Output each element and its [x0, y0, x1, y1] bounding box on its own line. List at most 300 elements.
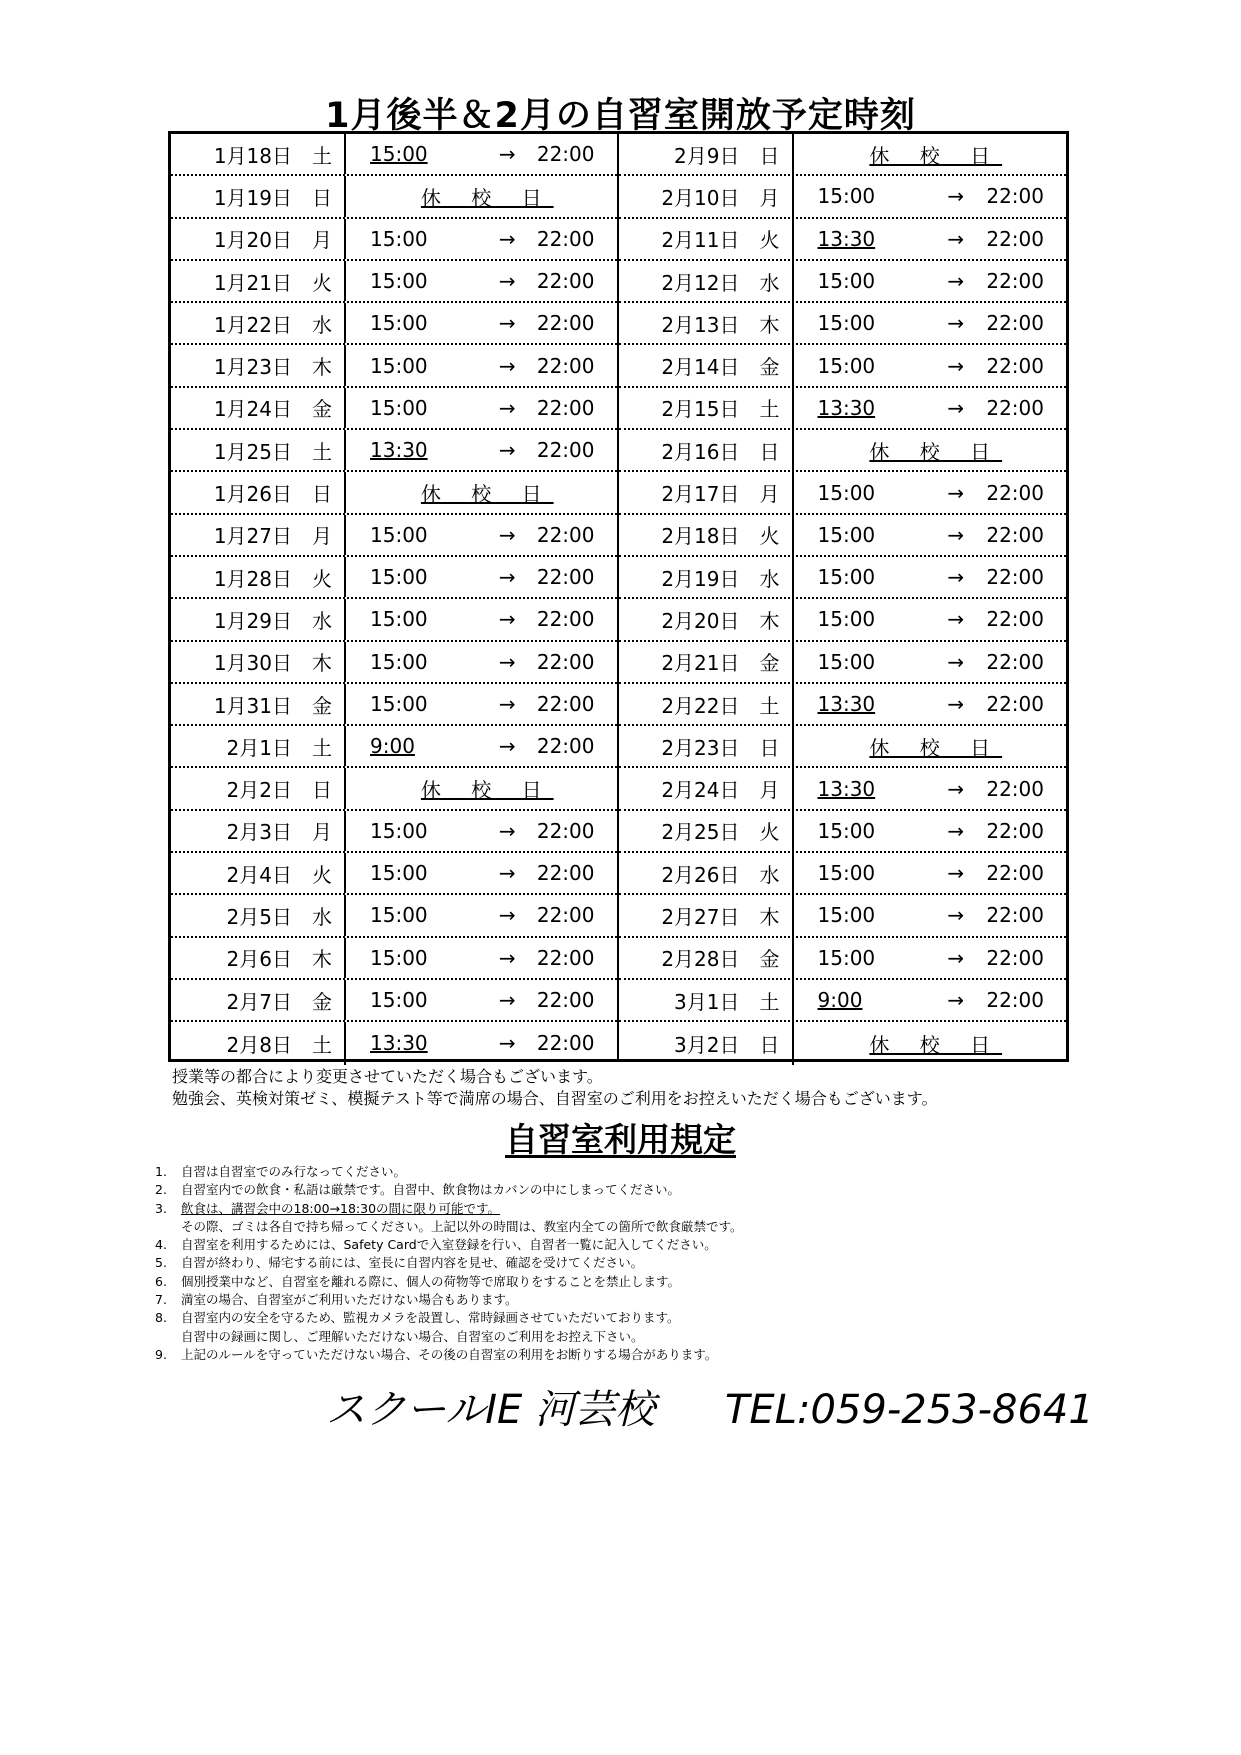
- date-text: 2月17日: [661, 482, 740, 507]
- closed-label: 休 校 日: [869, 143, 1003, 168]
- schedule-row: [171, 472, 617, 514]
- weekday-text: 金: [312, 397, 332, 422]
- schedule-row: [171, 938, 617, 980]
- time-cell: [794, 895, 1067, 935]
- arrow: →: [947, 565, 965, 590]
- weekday-text: 金: [759, 651, 780, 676]
- schedule-row: [171, 515, 617, 557]
- rule-continuation: 自習中の録画に関し、ご理解いただけない場合、自習室のご利用をお控え下さい。: [181, 1328, 644, 1344]
- arrow: →: [498, 734, 516, 759]
- start-time: 15:00: [370, 945, 428, 970]
- time-cell: [794, 261, 1067, 301]
- date-text: 2月18日: [661, 524, 740, 549]
- schedule-row: [619, 219, 1067, 261]
- start-time: 15:00: [370, 142, 428, 167]
- rule-text: 個別授業中など、自習室を離れる際に、個人の荷物等で席取りをすることを禁止します。: [181, 1273, 681, 1289]
- start-time: 13:30: [817, 776, 876, 801]
- weekday-text: 火: [759, 820, 780, 845]
- date-cell: [171, 472, 346, 512]
- end-time: 22:00: [536, 988, 595, 1013]
- time-cell: [794, 642, 1067, 682]
- date-cell: [171, 430, 346, 470]
- weekday-text: 金: [759, 947, 780, 972]
- schedule-table: [168, 131, 1069, 1062]
- rule-text: 自習室内の安全を守るため、監視カメラを設置し、常時録画させていただいております。: [181, 1310, 680, 1326]
- time-cell: [346, 430, 617, 470]
- start-time: 15:00: [370, 607, 428, 632]
- rule-item: [155, 1163, 743, 1181]
- start-time: 15:00: [370, 988, 428, 1013]
- time-cell: [794, 853, 1067, 893]
- date-cell: [619, 1022, 794, 1064]
- weekday-text: 日: [312, 778, 332, 803]
- time-cell: [346, 219, 617, 259]
- date-text: 2月20日: [661, 608, 740, 633]
- date-text: 2月24日: [661, 778, 740, 803]
- closed-label: 休 校 日: [420, 185, 554, 210]
- end-time: 22:00: [536, 353, 595, 378]
- rule-number: 4.: [155, 1237, 167, 1253]
- schedule-column-left: [171, 134, 619, 1059]
- start-time: 15:00: [370, 395, 428, 420]
- arrow: →: [498, 311, 516, 336]
- date-cell: [619, 345, 794, 385]
- time-cell: [794, 176, 1067, 216]
- rule-text: 自習が終わり、帰宅する前には、室長に自習内容を見せ、確認を受けてください。: [181, 1255, 644, 1271]
- date-cell: [619, 599, 794, 639]
- arrow: →: [498, 395, 516, 420]
- date-text: 1月18日: [213, 143, 292, 168]
- schedule-row: [619, 895, 1067, 937]
- weekday-text: 水: [759, 270, 780, 295]
- weekday-text: 土: [312, 439, 332, 464]
- end-time: 22:00: [536, 818, 595, 843]
- date-text: 2月1日: [226, 735, 292, 760]
- weekday-text: 火: [312, 862, 332, 887]
- start-time: 13:30: [370, 1031, 428, 1056]
- date-text: 2月22日: [661, 693, 740, 718]
- time-cell: [794, 303, 1067, 343]
- weekday-text: 火: [759, 228, 780, 253]
- date-text: 2月3日: [226, 820, 292, 845]
- date-text: 2月9日: [674, 143, 740, 168]
- time-cell: [794, 345, 1067, 385]
- end-time: 22:00: [986, 311, 1044, 336]
- date-text: 1月28日: [213, 566, 292, 591]
- schedule-row: [619, 303, 1067, 345]
- start-time: 15:00: [817, 311, 876, 336]
- rule-text: 自習室内での飲食・私語は厳禁です。自習中、飲食物はカバンの中にしまってください。: [181, 1182, 681, 1198]
- date-text: 1月27日: [213, 524, 292, 549]
- date-cell: [619, 938, 794, 978]
- start-time: 15:00: [817, 607, 876, 632]
- time-cell: [346, 515, 617, 555]
- arrow: →: [947, 226, 965, 251]
- schedule-row: [619, 261, 1067, 303]
- weekday-text: 土: [759, 693, 780, 718]
- end-time: 22:00: [986, 522, 1044, 547]
- end-time: 22:00: [536, 522, 595, 547]
- time-cell: [794, 515, 1067, 555]
- arrow: →: [947, 988, 965, 1013]
- schedule-row: [619, 515, 1067, 557]
- rule-text: 自習室を利用するためには、Safety Cardで入室登録を行い、自習者一覧に記入してください。: [181, 1237, 717, 1253]
- arrow: →: [947, 395, 965, 420]
- date-cell: [619, 768, 794, 808]
- rule-item: [155, 1254, 743, 1272]
- date-text: 2月25日: [661, 820, 740, 845]
- weekday-text: 月: [759, 185, 780, 210]
- date-cell: [619, 176, 794, 216]
- date-cell: [619, 134, 794, 174]
- time-cell: [794, 938, 1067, 978]
- closed-label: 休 校 日: [869, 1032, 1003, 1057]
- time-cell: [346, 303, 617, 343]
- schedule-row: [171, 599, 617, 641]
- time-cell: [794, 557, 1067, 597]
- arrow: →: [947, 692, 965, 716]
- date-text: 1月22日: [213, 312, 292, 337]
- start-time: 9:00: [370, 734, 415, 759]
- arrow: →: [498, 522, 516, 547]
- end-time: 22:00: [536, 142, 595, 167]
- rule-item: [155, 1291, 743, 1309]
- date-text: 2月10日: [661, 185, 740, 210]
- rule-number: 7.: [155, 1292, 167, 1308]
- rules-list: [155, 1163, 743, 1364]
- start-time: 15:00: [370, 692, 428, 716]
- weekday-text: 水: [759, 566, 780, 591]
- time-cell: [346, 684, 617, 724]
- end-time: 22:00: [536, 607, 595, 632]
- start-time: 15:00: [370, 649, 428, 674]
- date-text: 2月26日: [661, 862, 740, 887]
- closed-label: 休 校 日: [869, 735, 1003, 760]
- schedule-row: [171, 811, 617, 853]
- end-time: 22:00: [986, 945, 1044, 970]
- weekday-text: 木: [759, 608, 780, 633]
- rule-item: [155, 1273, 743, 1291]
- weekday-text: 金: [759, 355, 780, 380]
- end-time: 22:00: [536, 395, 595, 420]
- page-title: 1月後半＆2月の自習室開放予定時刻: [325, 96, 916, 136]
- start-time: 13:30: [370, 438, 428, 463]
- weekday-text: 木: [759, 312, 780, 337]
- date-text: 1月26日: [213, 482, 292, 507]
- weekday-text: 日: [759, 1032, 780, 1057]
- arrow: →: [947, 903, 965, 928]
- date-cell: [171, 303, 346, 343]
- date-cell: [171, 599, 346, 639]
- weekday-text: 木: [312, 651, 332, 676]
- date-text: 2月28日: [661, 947, 740, 972]
- date-cell: [619, 853, 794, 893]
- arrow: →: [498, 903, 516, 928]
- date-text: 1月19日: [213, 185, 292, 210]
- start-time: 15:00: [817, 945, 876, 970]
- schedule-row: [171, 176, 617, 218]
- schedule-row: [171, 1022, 617, 1064]
- rule-continuation: その際、ゴミは各自で持ち帰ってください。上記以外の時間は、教室内全ての箇所で飲食厳禁です。: [181, 1218, 743, 1234]
- date-text: 2月5日: [226, 904, 292, 929]
- schedule-row: [619, 853, 1067, 895]
- arrow: →: [498, 1031, 516, 1056]
- start-time: 15:00: [817, 903, 876, 928]
- end-time: 22:00: [986, 269, 1044, 294]
- time-cell: [346, 980, 617, 1020]
- schedule-row: [171, 642, 617, 684]
- note-line: 授業等の都合により変更させていただく場合もございます。: [172, 1067, 603, 1086]
- weekday-text: 水: [312, 608, 332, 633]
- date-cell: [619, 303, 794, 343]
- end-time: 22:00: [986, 776, 1044, 801]
- schedule-row: [619, 134, 1067, 176]
- date-text: 1月21日: [213, 270, 292, 295]
- rule-number: 6.: [155, 1273, 167, 1289]
- weekday-text: 土: [312, 1032, 332, 1057]
- weekday-text: 木: [312, 947, 332, 972]
- start-time: 15:00: [817, 818, 876, 843]
- date-cell: [171, 219, 346, 259]
- schedule-row: [619, 599, 1067, 641]
- start-time: 15:00: [370, 226, 428, 251]
- date-text: 2月4日: [226, 862, 292, 887]
- date-cell: [171, 938, 346, 978]
- arrow: →: [947, 776, 965, 801]
- schedule-row: [171, 557, 617, 599]
- weekday-text: 水: [312, 904, 332, 929]
- schedule-row: [619, 1022, 1067, 1064]
- arrow: →: [947, 522, 965, 547]
- start-time: 15:00: [370, 269, 428, 294]
- start-time: 15:00: [817, 522, 876, 547]
- closed-label: 休 校 日: [420, 778, 554, 803]
- rule-number: 5.: [155, 1255, 167, 1271]
- end-time: 22:00: [536, 1031, 595, 1056]
- date-cell: [171, 980, 346, 1020]
- time-cell: [346, 599, 617, 639]
- start-time: 15:00: [370, 903, 428, 928]
- date-cell: [619, 684, 794, 724]
- weekday-text: 水: [312, 312, 332, 337]
- date-cell: [619, 219, 794, 259]
- arrow: →: [947, 353, 965, 378]
- start-time: 15:00: [370, 311, 428, 336]
- time-cell: [346, 1022, 617, 1064]
- date-cell: [619, 515, 794, 555]
- rule-text: 自習は自習室でのみ行なってください。: [181, 1164, 407, 1179]
- arrow: →: [498, 565, 516, 590]
- end-time: 22:00: [986, 692, 1044, 716]
- arrow: →: [947, 311, 965, 336]
- start-time: 15:00: [370, 353, 428, 378]
- closed-label: 休 校 日: [869, 439, 1003, 464]
- date-text: 2月15日: [661, 397, 740, 422]
- date-text: 1月24日: [213, 397, 292, 422]
- weekday-text: 日: [759, 143, 780, 168]
- schedule-row: [171, 768, 617, 810]
- date-text: 2月12日: [661, 270, 740, 295]
- schedule-row: [171, 684, 617, 726]
- arrow: →: [498, 818, 516, 843]
- start-time: 15:00: [817, 861, 876, 886]
- date-cell: [619, 557, 794, 597]
- end-time: 22:00: [536, 311, 595, 336]
- date-text: 1月25日: [213, 439, 292, 464]
- date-text: 3月2日: [674, 1032, 740, 1057]
- start-time: 15:00: [370, 522, 428, 547]
- end-time: 22:00: [536, 903, 595, 928]
- date-text: 2月11日: [661, 228, 740, 253]
- date-cell: [171, 684, 346, 724]
- schedule-row: [171, 261, 617, 303]
- date-text: 2月27日: [661, 904, 740, 929]
- end-time: 22:00: [986, 395, 1044, 420]
- end-time: 22:00: [536, 269, 595, 294]
- time-cell: [794, 388, 1067, 428]
- date-text: 2月19日: [661, 566, 740, 591]
- date-text: 1月30日: [213, 651, 292, 676]
- end-time: 22:00: [536, 565, 595, 590]
- schedule-row: [619, 642, 1067, 684]
- end-time: 22:00: [536, 734, 595, 759]
- start-time: 15:00: [817, 649, 876, 674]
- arrow: →: [498, 269, 516, 294]
- weekday-text: 月: [312, 820, 332, 845]
- rules-title: 自習室利用規定: [505, 1120, 736, 1159]
- schedule-row: [619, 980, 1067, 1022]
- arrow: →: [498, 438, 516, 463]
- date-cell: [171, 895, 346, 935]
- arrow: →: [947, 269, 965, 294]
- end-time: 22:00: [986, 861, 1044, 886]
- time-cell: [346, 726, 617, 766]
- time-cell: [346, 557, 617, 597]
- schedule-row: [171, 726, 617, 768]
- start-time: 15:00: [370, 565, 428, 590]
- schedule-row: [171, 388, 617, 430]
- time-cell: [346, 853, 617, 893]
- schedule-row: [619, 768, 1067, 810]
- end-time: 22:00: [986, 480, 1044, 505]
- schedule-row: [171, 980, 617, 1022]
- date-text: 3月1日: [674, 989, 740, 1014]
- date-text: 2月7日: [226, 989, 292, 1014]
- weekday-text: 土: [312, 735, 332, 760]
- closed-label: 休 校 日: [420, 482, 554, 507]
- schedule-column-right: [619, 134, 1067, 1059]
- start-time: 15:00: [817, 269, 876, 294]
- time-cell: [794, 219, 1067, 259]
- end-time: 22:00: [986, 649, 1044, 674]
- date-cell: [171, 134, 346, 174]
- start-time: 15:00: [817, 353, 876, 378]
- schedule-row: [171, 430, 617, 472]
- date-text: 1月20日: [213, 228, 292, 253]
- rule-number: 8.: [155, 1310, 167, 1326]
- arrow: →: [947, 184, 965, 209]
- start-time: 13:30: [817, 395, 876, 420]
- end-time: 22:00: [536, 692, 595, 716]
- weekday-text: 土: [759, 989, 780, 1014]
- date-text: 2月21日: [661, 651, 740, 676]
- arrow: →: [947, 818, 965, 843]
- rule-number: 9.: [155, 1346, 167, 1362]
- date-cell: [171, 768, 346, 808]
- time-cell: [346, 895, 617, 935]
- schedule-row: [619, 388, 1067, 430]
- start-time: 15:00: [370, 861, 428, 886]
- time-cell: [346, 811, 617, 851]
- date-cell: [171, 261, 346, 301]
- schedule-row: [619, 938, 1067, 980]
- weekday-text: 木: [312, 355, 332, 380]
- schedule-row: [171, 895, 617, 937]
- weekday-text: 金: [312, 989, 332, 1014]
- end-time: 22:00: [986, 565, 1044, 590]
- weekday-text: 日: [759, 735, 780, 760]
- arrow: →: [947, 861, 965, 886]
- date-cell: [619, 388, 794, 428]
- rule-item: [155, 1346, 743, 1364]
- date-text: 2月8日: [226, 1032, 292, 1057]
- schedule-row: [619, 726, 1067, 768]
- end-time: 22:00: [536, 945, 595, 970]
- date-cell: [619, 261, 794, 301]
- date-text: 2月13日: [661, 312, 740, 337]
- end-time: 22:00: [986, 226, 1044, 251]
- arrow: →: [947, 607, 965, 632]
- time-cell: [346, 261, 617, 301]
- rule-item: [155, 1236, 743, 1254]
- note-line: 勉強会、英検対策ゼミ、模擬テスト等で満席の場合、自習室のご利用をお控えいただく場合もございます。: [172, 1089, 938, 1108]
- start-time: 13:30: [817, 226, 876, 251]
- rule-number: 1.: [155, 1164, 167, 1179]
- date-cell: [171, 642, 346, 682]
- date-cell: [171, 176, 346, 216]
- date-text: 2月2日: [226, 778, 292, 803]
- arrow: →: [498, 945, 516, 970]
- rule-text: 満室の場合、自習室がご利用いただけない場合もあります。: [181, 1292, 518, 1308]
- date-text: 2月16日: [661, 439, 740, 464]
- arrow: →: [498, 353, 516, 378]
- weekday-text: 月: [759, 482, 780, 507]
- telephone: TEL:059-253-8641: [725, 1387, 1094, 1433]
- time-cell: [794, 599, 1067, 639]
- arrow: →: [947, 649, 965, 674]
- date-cell: [171, 557, 346, 597]
- time-cell: [794, 768, 1067, 808]
- schedule-row: [619, 176, 1067, 218]
- arrow: →: [498, 692, 516, 716]
- date-cell: [171, 726, 346, 766]
- schedule-row: [619, 345, 1067, 387]
- date-cell: [171, 388, 346, 428]
- date-cell: [171, 853, 346, 893]
- date-cell: [619, 726, 794, 766]
- time-cell: [794, 684, 1067, 724]
- arrow: →: [498, 226, 516, 251]
- start-time: 15:00: [370, 818, 428, 843]
- schedule-row: [619, 684, 1067, 726]
- start-time: 15:00: [817, 565, 876, 590]
- weekday-text: 日: [312, 185, 332, 210]
- start-time: 13:30: [817, 692, 876, 716]
- rule-item: [155, 1200, 743, 1237]
- date-cell: [171, 345, 346, 385]
- weekday-text: 月: [312, 228, 332, 253]
- arrow: →: [498, 649, 516, 674]
